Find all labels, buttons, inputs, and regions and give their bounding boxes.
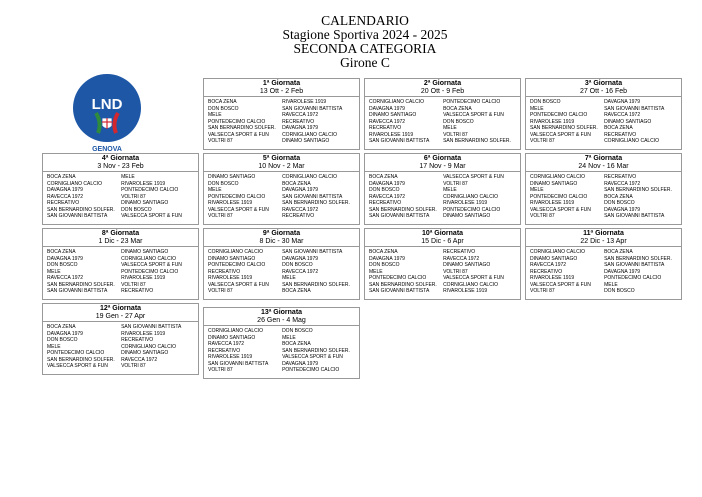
home-team: SAN GIOVANNI BATTISTA: [369, 213, 430, 220]
home-team: SAN GIOVANNI BATTISTA: [47, 288, 108, 295]
home-team: SAN BERNARDINO SOLFER.: [47, 356, 115, 363]
home-team: CORNIGLIANO CALCIO: [369, 99, 425, 105]
away-team: SAN GIOVANNI BATTISTA: [604, 213, 665, 220]
round-card-7: [525, 153, 682, 225]
away-team: RIVAROLESE 1919: [121, 330, 166, 337]
match-row: [47, 213, 198, 220]
home-team: RECREATIVO: [208, 268, 241, 275]
home-team: CORNIGLIANO CALCIO: [47, 180, 103, 187]
home-team: BOCA ZENA: [369, 174, 398, 180]
home-team: DINAMO SANTIAGO: [530, 180, 578, 187]
home-team: DON BOSCO: [47, 262, 78, 269]
home-team: PONTEDECIMO CALCIO: [208, 118, 266, 125]
home-team: VALSECCA SPORT & FUN: [530, 206, 591, 213]
round-title: 7ª Giornata: [584, 155, 623, 162]
away-team: VOLTRI 87: [443, 131, 468, 138]
away-team: BOCA ZENA: [604, 125, 633, 132]
home-team: DON BOSCO: [208, 105, 239, 112]
home-team: PONTEDECIMO CALCIO: [369, 275, 427, 282]
round-title: 5ª Giornata: [262, 155, 301, 162]
home-team: DAVAGNA 1979: [369, 255, 405, 262]
away-team: DINAMO SANTIAGO: [443, 262, 491, 269]
home-team: DAVAGNA 1979: [369, 180, 405, 187]
home-team: RAVECCA 1972: [530, 262, 567, 269]
away-team: SAN BERNARDINO SOLFER.: [282, 281, 350, 288]
away-team: CORNIGLIANO CALCIO: [604, 138, 660, 145]
home-team: BOCA ZENA: [47, 324, 76, 330]
away-team: SAN GIOVANNI BATTISTA: [604, 105, 665, 112]
away-team: MELE: [443, 187, 457, 194]
home-team: RIVAROLESE 1919: [530, 118, 575, 125]
away-team: MELE: [604, 281, 618, 288]
round-card-10: [364, 228, 521, 300]
round-card-12: [42, 303, 199, 375]
home-team: VOLTRI 87: [208, 288, 233, 295]
away-team: PONTEDECIMO CALCIO: [443, 206, 501, 213]
home-team: DON BOSCO: [208, 180, 239, 187]
away-team: SAN BERNARDINO SOLFER.: [282, 347, 350, 354]
home-team: MELE: [208, 112, 222, 119]
away-team: BOCA ZENA: [604, 249, 633, 255]
away-team: DON BOSCO: [121, 206, 152, 213]
home-team: DON BOSCO: [369, 187, 400, 194]
home-team: RECREATIVO: [47, 200, 80, 207]
category-label: SECONDA CATEGORIA: [293, 41, 437, 56]
home-team: MELE: [530, 105, 544, 112]
away-team: DON BOSCO: [604, 288, 635, 295]
match-row: [47, 288, 198, 295]
away-team: DINAMO SANTIAGO: [604, 118, 652, 125]
away-team: SAN BERNARDINO SOLFER.: [282, 200, 350, 207]
away-team: VOLTRI 87: [121, 363, 146, 370]
round-title: 13ª Giornata: [260, 309, 303, 316]
home-team: CORNIGLIANO CALCIO: [208, 328, 264, 334]
round-title: 2ª Giornata: [423, 80, 462, 87]
away-team: CORNIGLIANO CALCIO: [443, 281, 499, 288]
away-team: RAVECCA 1972: [282, 112, 319, 119]
match-row: [369, 138, 520, 145]
away-team: PONTEDECIMO CALCIO: [604, 275, 662, 282]
away-team: SAN GIOVANNI BATTISTA: [282, 249, 343, 255]
round-dates: 10 Nov - 2 Mar: [258, 163, 305, 171]
away-team: BOCA ZENA: [282, 341, 311, 348]
home-team: PONTEDECIMO CALCIO: [530, 193, 588, 200]
home-team: PONTEDECIMO CALCIO: [208, 262, 266, 269]
home-team: MELE: [47, 268, 61, 275]
away-team: RECREATIVO: [443, 249, 476, 255]
away-team: DINAMO SANTIAGO: [121, 200, 169, 207]
away-team: RIVAROLESE 1919: [121, 275, 166, 282]
away-team: DINAMO SANTIAGO: [121, 249, 169, 255]
home-team: RAVECCA 1972: [47, 193, 84, 200]
home-team: RAVECCA 1972: [369, 193, 406, 200]
away-team: SAN GIOVANNI BATTISTA: [604, 262, 665, 269]
round-title: 12ª Giornata: [99, 305, 142, 312]
away-team: DON BOSCO: [282, 262, 313, 269]
away-team: BOCA ZENA: [282, 288, 311, 295]
lnd-logo: [72, 73, 142, 155]
home-team: SAN BERNARDINO SOLFER.: [369, 281, 437, 288]
match-row: [369, 213, 520, 220]
match-row: [530, 213, 681, 220]
match-row: [47, 363, 198, 370]
home-team: RIVAROLESE 1919: [369, 131, 414, 138]
home-team: BOCA ZENA: [369, 249, 398, 255]
home-team: DINAMO SANTIAGO: [208, 174, 256, 180]
round-dates: 15 Dic - 6 Apr: [421, 238, 464, 246]
home-team: DAVAGNA 1979: [47, 330, 83, 337]
home-team: VALSECCA SPORT & FUN: [530, 281, 591, 288]
round-card-1: [203, 78, 360, 150]
home-team: PONTEDECIMO CALCIO: [47, 350, 105, 357]
round-dates: 24 Nov - 16 Mar: [578, 163, 629, 171]
home-team: DAVAGNA 1979: [47, 187, 83, 194]
home-team: DON BOSCO: [369, 262, 400, 269]
home-team: CORNIGLIANO CALCIO: [208, 249, 264, 255]
away-team: DINAMO SANTIAGO: [443, 213, 491, 220]
home-team: SAN BERNARDINO SOLFER.: [47, 281, 115, 288]
away-team: MELE: [443, 125, 457, 132]
away-team: DON BOSCO: [282, 328, 313, 334]
home-team: PONTEDECIMO CALCIO: [530, 112, 588, 119]
home-team: DON BOSCO: [47, 337, 78, 344]
away-team: MELE: [282, 275, 296, 282]
away-team: CORNIGLIANO CALCIO: [443, 193, 499, 200]
home-team: DINAMO SANTIAGO: [208, 255, 256, 262]
home-team: SAN GIOVANNI BATTISTA: [47, 213, 108, 220]
round-card-4: [42, 153, 199, 225]
home-team: BOCA ZENA: [208, 99, 237, 105]
away-team: DAVAGNA 1979: [604, 206, 641, 213]
away-team: VOLTRI 87: [443, 268, 468, 275]
away-team: MELE: [282, 334, 296, 341]
home-team: MELE: [47, 343, 61, 350]
away-team: VALSECCA SPORT & FUN: [121, 262, 182, 269]
away-team: RIVAROLESE 1919: [121, 180, 166, 187]
away-team: BOCA ZENA: [604, 193, 633, 200]
home-team: BOCA ZENA: [47, 174, 76, 180]
away-team: CORNIGLIANO CALCIO: [121, 343, 177, 350]
round-title: 11ª Giornata: [583, 230, 624, 237]
away-team: DAVAGNA 1979: [604, 268, 641, 275]
away-team: DINAMO SANTIAGO: [282, 138, 330, 145]
home-team: DON BOSCO: [530, 99, 561, 105]
home-team: SAN GIOVANNI BATTISTA: [369, 138, 430, 145]
away-team: SAN GIOVANNI BATTISTA: [282, 105, 343, 112]
home-team: PONTEDECIMO CALCIO: [208, 193, 266, 200]
away-team: RAVECCA 1972: [282, 268, 319, 275]
away-team: BOCA ZENA: [443, 105, 472, 112]
home-team: BOCA ZENA: [47, 249, 76, 255]
round-dates: 3 Nov - 23 Feb: [97, 163, 144, 171]
away-team: VALSECCA SPORT & FUN: [282, 354, 343, 361]
round-card-9: [203, 228, 360, 300]
away-team: PONTEDECIMO CALCIO: [121, 268, 179, 275]
round-card-3: [525, 78, 682, 150]
away-team: PONTEDECIMO CALCIO: [282, 367, 340, 374]
away-team: PONTEDECIMO CALCIO: [443, 99, 501, 105]
away-team: RAVECCA 1972: [282, 206, 319, 213]
round-card-2: [364, 78, 521, 150]
home-team: VOLTRI 87: [530, 213, 555, 220]
home-team: RIVAROLESE 1919: [208, 275, 253, 282]
away-team: VALSECCA SPORT & FUN: [443, 174, 504, 180]
away-team: RAVECCA 1972: [604, 112, 641, 119]
away-team: CORNIGLIANO CALCIO: [282, 131, 338, 138]
away-team: DAVAGNA 1979: [282, 360, 319, 367]
home-team: CORNIGLIANO CALCIO: [530, 174, 586, 180]
away-team: RECREATIVO: [121, 337, 154, 344]
away-team: SAN GIOVANNI BATTISTA: [282, 193, 343, 200]
round-card-5: [203, 153, 360, 225]
home-team: RIVAROLESE 1919: [208, 354, 253, 361]
away-team: PONTEDECIMO CALCIO: [121, 187, 179, 194]
away-team: RIVAROLESE 1919: [443, 200, 488, 207]
calendar-title: CALENDARIO: [321, 13, 409, 28]
home-team: DAVAGNA 1979: [369, 105, 405, 112]
away-team: DAVAGNA 1979: [282, 255, 319, 262]
home-team: MELE: [208, 187, 222, 194]
home-team: SAN BERNARDINO SOLFER.: [369, 206, 437, 213]
away-team: RECREATIVO: [282, 213, 315, 220]
away-team: DAVAGNA 1979: [282, 125, 319, 132]
match-row: [369, 288, 520, 295]
away-team: RIVAROLESE 1919: [443, 288, 488, 295]
away-team: VOLTRI 87: [443, 180, 468, 187]
home-team: VALSECCA SPORT & FUN: [208, 131, 269, 138]
round-dates: 13 Ott - 2 Feb: [259, 88, 304, 96]
home-team: RIVAROLESE 1919: [208, 200, 253, 207]
home-team: SAN BERNARDINO SOLFER.: [208, 125, 276, 132]
home-team: RECREATIVO: [369, 200, 402, 207]
match-row: [208, 367, 359, 374]
home-team: SAN GIOVANNI BATTISTA: [369, 288, 430, 295]
away-team: CORNIGLIANO CALCIO: [121, 255, 177, 262]
match-row: [208, 138, 359, 145]
season-label: Stagione Sportiva 2024 - 2025: [282, 27, 448, 42]
round-card-13: [203, 307, 360, 379]
home-team: VALSECCA SPORT & FUN: [530, 131, 591, 138]
round-dates: 27 Ott - 16 Feb: [579, 88, 628, 96]
round-card-11: [525, 228, 682, 300]
home-team: MELE: [369, 268, 383, 275]
home-team: MELE: [530, 187, 544, 194]
home-team: VOLTRI 87: [208, 213, 233, 220]
home-team: VOLTRI 87: [530, 288, 555, 295]
home-team: DINAMO SANTIAGO: [208, 334, 256, 341]
away-team: DAVAGNA 1979: [282, 187, 319, 194]
match-row: [530, 138, 681, 145]
calendar-header: [250, 14, 480, 70]
home-team: SAN BERNARDINO SOLFER.: [530, 125, 598, 132]
group-label: Girone C: [340, 55, 390, 70]
home-team: RIVAROLESE 1919: [530, 275, 575, 282]
round-dates: 1 Dic - 23 Mar: [98, 238, 143, 246]
round-title: 3ª Giornata: [584, 80, 623, 87]
round-title: 4ª Giornata: [101, 155, 140, 162]
home-team: DINAMO SANTIAGO: [369, 112, 417, 119]
round-dates: 22 Dic - 13 Apr: [580, 238, 627, 246]
away-team: RAVECCA 1972: [121, 356, 158, 363]
home-team: RAVECCA 1972: [208, 341, 245, 348]
round-title: 1ª Giornata: [262, 80, 301, 87]
home-team: RECREATIVO: [369, 125, 402, 132]
home-team: DINAMO SANTIAGO: [530, 255, 578, 262]
away-team: RAVECCA 1972: [443, 255, 480, 262]
away-team: VOLTRI 87: [121, 193, 146, 200]
round-title: 6ª Giornata: [423, 155, 462, 162]
away-team: VALSECCA SPORT & FUN: [443, 275, 504, 282]
away-team: RECREATIVO: [121, 288, 154, 295]
away-team: DON BOSCO: [604, 200, 635, 207]
home-team: CORNIGLIANO CALCIO: [530, 249, 586, 255]
away-team: SAN GIOVANNI BATTISTA: [121, 324, 182, 330]
away-team: SAN BERNARDINO SOLFER.: [604, 255, 672, 262]
home-team: VALSECCA SPORT & FUN: [47, 363, 108, 370]
away-team: RECREATIVO: [604, 131, 637, 138]
away-team: RECREATIVO: [604, 174, 637, 180]
home-team: RECREATIVO: [530, 268, 563, 275]
home-team: VOLTRI 87: [530, 138, 555, 145]
logo-lnd-text: LND: [91, 96, 123, 113]
away-team: VOLTRI 87: [121, 281, 146, 288]
match-row: [208, 213, 359, 220]
away-team: SAN BERNARDINO SOLFER.: [604, 187, 672, 194]
away-team: SAN BERNARDINO SOLFER.: [443, 138, 511, 145]
round-title: 10ª Giornata: [421, 230, 464, 237]
logo-shield-icon: [102, 118, 112, 129]
home-team: RIVAROLESE 1919: [530, 200, 575, 207]
away-team: DON BOSCO: [443, 118, 474, 125]
round-card-8: [42, 228, 199, 300]
home-team: VOLTRI 87: [208, 367, 233, 374]
home-team: VALSECCA SPORT & FUN: [208, 206, 269, 213]
home-team: VALSECCA SPORT & FUN: [208, 281, 269, 288]
away-team: RECREATIVO: [282, 118, 315, 125]
round-dates: 19 Gen - 27 Apr: [95, 313, 146, 321]
away-team: VALSECCA SPORT & FUN: [443, 112, 504, 119]
home-team: VOLTRI 87: [208, 138, 233, 145]
away-team: DAVAGNA 1979: [604, 99, 641, 105]
away-team: RAVECCA 1972: [604, 180, 641, 187]
round-title: 8ª Giornata: [101, 230, 140, 237]
away-team: VALSECCA SPORT & FUN: [121, 213, 182, 220]
away-team: CORNIGLIANO CALCIO: [282, 174, 338, 180]
away-team: DINAMO SANTIAGO: [121, 350, 169, 357]
round-dates: 26 Gen - 4 Mag: [257, 317, 306, 325]
home-team: RECREATIVO: [208, 347, 241, 354]
match-row: [208, 288, 359, 295]
home-team: SAN GIOVANNI BATTISTA: [208, 360, 269, 367]
away-team: BOCA ZENA: [282, 180, 311, 187]
round-card-6: [364, 153, 521, 225]
home-team: RAVECCA 1972: [47, 275, 84, 282]
round-title: 9ª Giornata: [262, 230, 301, 237]
round-dates: 17 Nov - 9 Mar: [419, 163, 466, 171]
round-dates: 8 Dic - 30 Mar: [259, 238, 304, 246]
logo-city-text: GENOVA: [92, 146, 122, 153]
home-team: DAVAGNA 1979: [47, 255, 83, 262]
home-team: SAN BERNARDINO SOLFER.: [47, 206, 115, 213]
match-row: [530, 288, 681, 295]
home-team: RAVECCA 1972: [369, 118, 406, 125]
round-dates: 20 Ott - 9 Feb: [420, 88, 465, 96]
away-team: RIVAROLESE 1919: [282, 99, 327, 105]
away-team: MELE: [121, 174, 135, 180]
